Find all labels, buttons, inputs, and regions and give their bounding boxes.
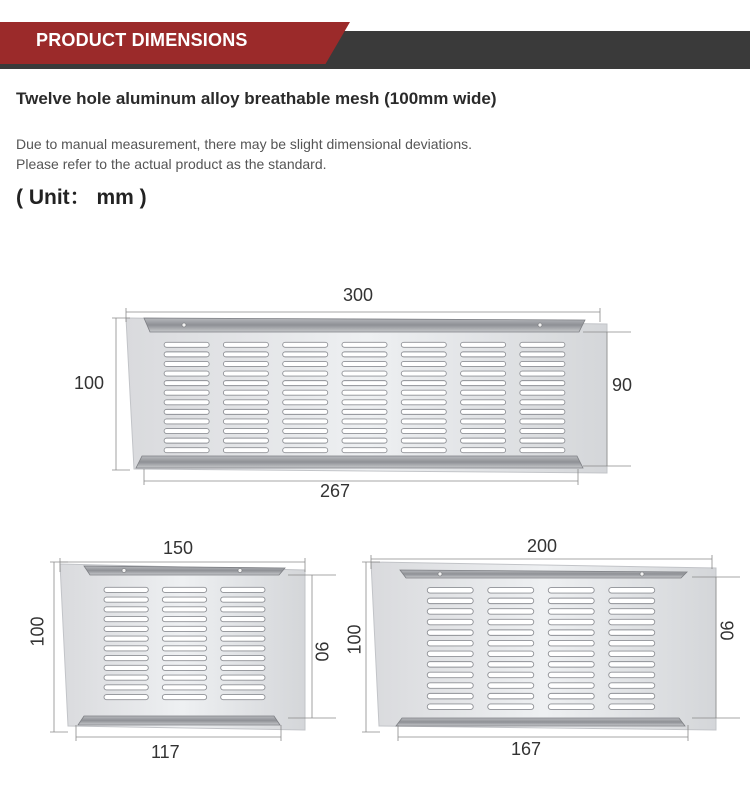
large-vent-slot — [164, 400, 209, 405]
large-vent-slot — [164, 438, 209, 443]
small-vent-slot — [162, 607, 206, 612]
small-vent-slot — [104, 597, 148, 602]
medium-vent-slot — [427, 662, 473, 668]
small-vent-slot — [221, 636, 265, 641]
small-vent-slot — [162, 695, 206, 700]
medium-vent-slot — [488, 704, 534, 710]
medium-vent-slot — [427, 609, 473, 615]
small-vent-slot — [221, 665, 265, 670]
large-bottom-rail — [136, 456, 583, 468]
small-vent-slot — [104, 665, 148, 670]
medium-vent-slot — [488, 588, 534, 594]
small-vent-slot — [162, 597, 206, 602]
medium-width-label: 200 — [527, 536, 558, 556]
large-vent-slot — [283, 438, 328, 443]
medium-vent-slot — [548, 630, 594, 636]
small-vent-slot — [162, 656, 206, 661]
large-vent-slot — [520, 381, 565, 386]
medium-vent-slot — [548, 651, 594, 657]
small-screw-hole — [238, 569, 242, 573]
medium-vent-slot — [548, 640, 594, 646]
medium-vent-slot — [488, 683, 534, 689]
large-vent-slot — [283, 371, 328, 376]
medium-vent-slot — [488, 651, 534, 657]
large-vent-slot — [164, 342, 209, 347]
large-vent-slot — [461, 438, 506, 443]
small-vent-slot — [104, 685, 148, 690]
large-vent-slot — [283, 352, 328, 357]
large-vent-slot — [520, 352, 565, 357]
small-vent-slot — [104, 656, 148, 661]
medium-vent-slot — [427, 588, 473, 594]
large-vent-slot — [283, 390, 328, 395]
large-vent-slot — [520, 342, 565, 347]
large-vent-slot — [223, 448, 268, 453]
large-vent-slot — [461, 448, 506, 453]
medium-vent-slot — [488, 619, 534, 625]
large-vent-slot — [401, 419, 446, 424]
large-vent-slot — [283, 429, 328, 434]
large-vent-slot — [401, 381, 446, 386]
large-vent-slot — [223, 409, 268, 414]
large-vent-slot — [223, 342, 268, 347]
large-top-rail — [144, 318, 585, 332]
medium-vent-slot — [609, 662, 655, 668]
medium-vent-slot — [548, 609, 594, 615]
medium-vent-slot — [609, 683, 655, 689]
medium-vent-slot — [427, 598, 473, 604]
large-vent-slot — [342, 400, 387, 405]
large-height-left-label: 100 — [74, 373, 105, 393]
large-vent-slot — [283, 361, 328, 366]
medium-vent-slot — [488, 672, 534, 678]
large-vent-slot — [520, 390, 565, 395]
medium-vent-slot — [609, 640, 655, 646]
large-vent-slot — [283, 419, 328, 424]
note-line-2: Please refer to the actual product as the standard. — [16, 156, 327, 172]
large-vent-slot — [520, 409, 565, 414]
medium-vent-slot — [488, 640, 534, 646]
medium-vent-slot — [609, 598, 655, 604]
large-vent-slot — [164, 448, 209, 453]
large-vent-slot — [223, 352, 268, 357]
medium-vent-slot — [427, 672, 473, 678]
small-vent-slot — [162, 675, 206, 680]
medium-screw-hole — [640, 572, 644, 576]
large-vent-slot — [520, 400, 565, 405]
small-vent-slot — [221, 695, 265, 700]
medium-vent-slot — [609, 619, 655, 625]
large-vent-slot — [223, 438, 268, 443]
header-title: PRODUCT DIMENSIONS — [36, 30, 248, 50]
small-vent-slot — [221, 685, 265, 690]
large-vent-slot — [520, 361, 565, 366]
small-vent-slot — [104, 646, 148, 651]
medium-vent-slot — [548, 704, 594, 710]
large-vent-slot — [342, 409, 387, 414]
large-vent-slot — [520, 371, 565, 376]
large-vent-slot — [461, 361, 506, 366]
medium-vent-slot — [427, 630, 473, 636]
large-vent-slot — [342, 371, 387, 376]
large-vent-slot — [461, 409, 506, 414]
medium-vent-slot — [427, 651, 473, 657]
large-vent-slot — [461, 400, 506, 405]
large-vent-slot — [164, 419, 209, 424]
small-vent-slot — [162, 617, 206, 622]
large-vent-slot — [461, 429, 506, 434]
medium-vent-slot — [548, 619, 594, 625]
large-vent-slot — [520, 419, 565, 424]
large-width-label: 300 — [343, 285, 374, 305]
large-vent-slot — [461, 419, 506, 424]
large-vent-slot — [401, 371, 446, 376]
large-vent-slot — [461, 381, 506, 386]
large-vent-slot — [164, 429, 209, 434]
product-title: Twelve hole aluminum alloy breathable mesh (100mm wide) — [16, 89, 497, 108]
small-vent-slot — [221, 617, 265, 622]
small-vent-slot — [104, 587, 148, 592]
small-vent-slot — [104, 675, 148, 680]
large-vent-slot — [342, 438, 387, 443]
large-vent-slot — [164, 371, 209, 376]
small-vent-slot — [162, 636, 206, 641]
large-base-label: 267 — [320, 481, 351, 501]
medium-vent-slot — [548, 588, 594, 594]
large-height-right-label: 90 — [612, 375, 633, 395]
small-vent-slot — [221, 587, 265, 592]
large-screw-hole — [538, 323, 542, 327]
medium-vent-slot — [548, 598, 594, 604]
small-base-label: 117 — [151, 742, 180, 762]
large-vent-slot — [223, 400, 268, 405]
medium-vent-slot — [609, 588, 655, 594]
large-vent-slot — [401, 390, 446, 395]
large-vent-slot — [283, 400, 328, 405]
medium-bottom-rail — [396, 718, 685, 726]
large-vent-slot — [401, 409, 446, 414]
medium-height-right-label: 90 — [716, 620, 737, 641]
medium-height-left-label: 100 — [344, 624, 365, 655]
large-vent-slot — [342, 390, 387, 395]
small-screw-hole — [122, 569, 126, 573]
large-vent-slot — [401, 352, 446, 357]
note-line-1: Due to manual measurement, there may be slight dimensional deviations. — [16, 136, 473, 152]
large-vent-slot — [461, 390, 506, 395]
large-vent-slot — [342, 361, 387, 366]
unit-label: ( Unit： mm ) — [16, 186, 147, 209]
small-vent-slot — [104, 695, 148, 700]
large-vent-slot — [401, 429, 446, 434]
small-vent-slot — [104, 636, 148, 641]
medium-vent-slot — [427, 693, 473, 699]
large-vent-slot — [164, 390, 209, 395]
large-vent-slot — [342, 429, 387, 434]
large-vent-slot — [164, 409, 209, 414]
medium-plate — [371, 562, 716, 730]
small-vent-slot — [221, 597, 265, 602]
large-vent-slot — [401, 438, 446, 443]
medium-vent-slot — [609, 704, 655, 710]
large-vent-slot — [223, 419, 268, 424]
medium-vent-slot — [488, 609, 534, 615]
small-vent-slot — [104, 607, 148, 612]
small-vent-slot — [162, 685, 206, 690]
large-vent-slot — [342, 448, 387, 453]
small-height-left-label: 100 — [27, 616, 48, 647]
large-vent-slot — [401, 400, 446, 405]
small-top-rail — [84, 566, 285, 575]
small-vent-slot — [221, 656, 265, 661]
medium-vent-slot — [427, 619, 473, 625]
medium-vent-slot — [548, 693, 594, 699]
small-vent-slot — [162, 587, 206, 592]
large-vent-slot — [520, 448, 565, 453]
large-vent-slot — [164, 352, 209, 357]
large-vent-slot — [342, 419, 387, 424]
medium-vent-slot — [609, 630, 655, 636]
large-vent-slot — [283, 342, 328, 347]
small-vent-slot — [162, 626, 206, 631]
large-vent-slot — [461, 371, 506, 376]
medium-vent-slot — [548, 662, 594, 668]
large-vent-slot — [342, 352, 387, 357]
large-vent-slot — [461, 342, 506, 347]
large-vent-slot — [223, 381, 268, 386]
small-vent-slot — [104, 617, 148, 622]
small-vent-slot — [162, 665, 206, 670]
large-vent-slot — [283, 409, 328, 414]
large-vent-slot — [461, 352, 506, 357]
large-vent-slot — [401, 448, 446, 453]
small-width-label: 150 — [163, 538, 194, 558]
large-vent-slot — [223, 390, 268, 395]
medium-vent-slot — [427, 683, 473, 689]
small-vent-slot — [221, 646, 265, 651]
medium-vent-slot — [609, 672, 655, 678]
large-vent-slot — [223, 429, 268, 434]
medium-vent-slot — [548, 672, 594, 678]
large-vent-slot — [223, 361, 268, 366]
small-vent-slot — [221, 626, 265, 631]
large-vent-slot — [283, 381, 328, 386]
large-vent-slot — [342, 381, 387, 386]
medium-vent-slot — [609, 693, 655, 699]
medium-vent-slot — [427, 640, 473, 646]
large-vent-slot — [342, 342, 387, 347]
large-vent-slot — [223, 371, 268, 376]
medium-vent-slot — [427, 704, 473, 710]
medium-vent-slot — [488, 693, 534, 699]
large-vent-slot — [520, 438, 565, 443]
medium-vent-slot — [609, 651, 655, 657]
large-vent-slot — [283, 448, 328, 453]
small-vent-slot — [162, 646, 206, 651]
small-vent-slot — [221, 607, 265, 612]
small-vent-slot — [221, 675, 265, 680]
small-bottom-rail — [78, 716, 280, 725]
medium-vent-slot — [488, 662, 534, 668]
medium-vent-slot — [488, 630, 534, 636]
small-height-right-label: 90 — [311, 641, 332, 662]
medium-screw-hole — [438, 572, 442, 576]
large-vent-slot — [401, 342, 446, 347]
large-screw-hole — [182, 323, 186, 327]
large-vent-slot — [164, 381, 209, 386]
large-vent-slot — [520, 429, 565, 434]
medium-vent-slot — [548, 683, 594, 689]
medium-base-label: 167 — [511, 739, 542, 759]
medium-vent-slot — [609, 609, 655, 615]
small-vent-slot — [104, 626, 148, 631]
large-vent-slot — [401, 361, 446, 366]
medium-vent-slot — [488, 598, 534, 604]
large-vent-slot — [164, 361, 209, 366]
